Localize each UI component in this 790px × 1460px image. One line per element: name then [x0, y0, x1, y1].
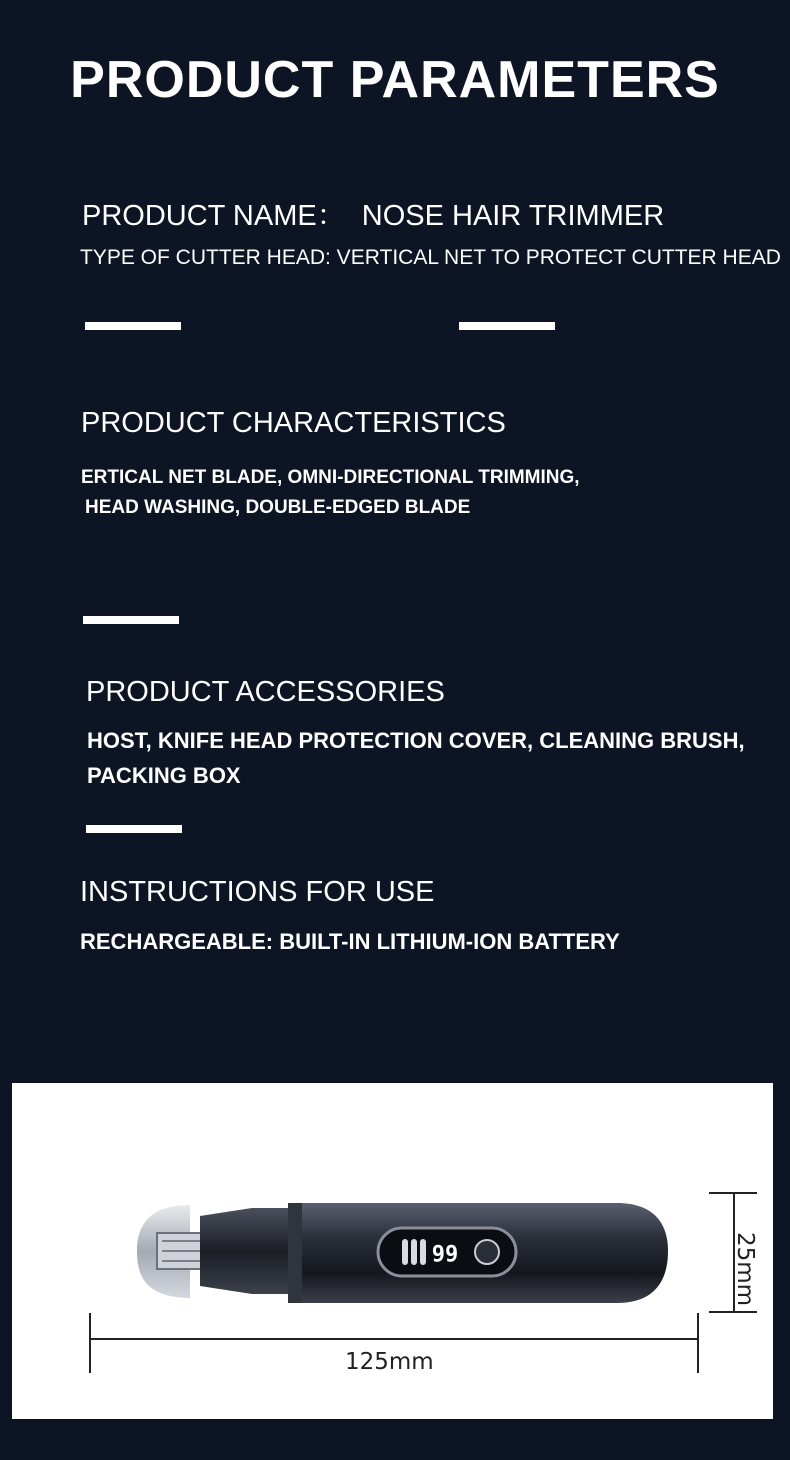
- accessories-line: HOST, KNIFE HEAD PROTECTION COVER, CLEANING BRUSH,: [87, 728, 745, 753]
- accessories-heading: PRODUCT ACCESSORIES: [86, 676, 445, 708]
- instructions-line: RECHARGEABLE: BUILT-IN LITHIUM-ION BATTERY: [80, 929, 620, 954]
- power-button: [475, 1240, 499, 1264]
- characteristics-heading: PRODUCT CHARACTERISTICS: [81, 407, 506, 439]
- product-image-panel: [12, 1083, 773, 1419]
- instructions-heading: INSTRUCTIONS FOR USE: [80, 876, 435, 908]
- battery-display: 66: [431, 1239, 459, 1264]
- collar: [288, 1203, 302, 1303]
- divider: [85, 322, 181, 330]
- product-name-value: NOSE HAIR TRIMMER: [361, 200, 665, 232]
- accessories-line: PACKING BOX: [87, 763, 241, 788]
- product-name-label: PRODUCT NAME：: [82, 200, 346, 232]
- diameter-label: 25mm: [732, 1232, 758, 1307]
- characteristics-line: HEAD WASHING, DOUBLE-EDGED BLADE: [85, 497, 471, 518]
- length-label: 125mm: [345, 1349, 434, 1375]
- cutter-head-type: TYPE OF CUTTER HEAD: VERTICAL NET TO PROTECT CUTTER HEAD: [80, 246, 781, 269]
- divider: [83, 616, 179, 624]
- divider: [459, 322, 555, 330]
- cutter-head: [200, 1208, 288, 1294]
- divider: [86, 825, 182, 833]
- page-title: PRODUCT PARAMETERS: [70, 51, 720, 109]
- characteristics-line: ERTICAL NET BLADE, OMNI-DIRECTIONAL TRIMMING,: [81, 467, 580, 488]
- product-name: [82, 193, 664, 234]
